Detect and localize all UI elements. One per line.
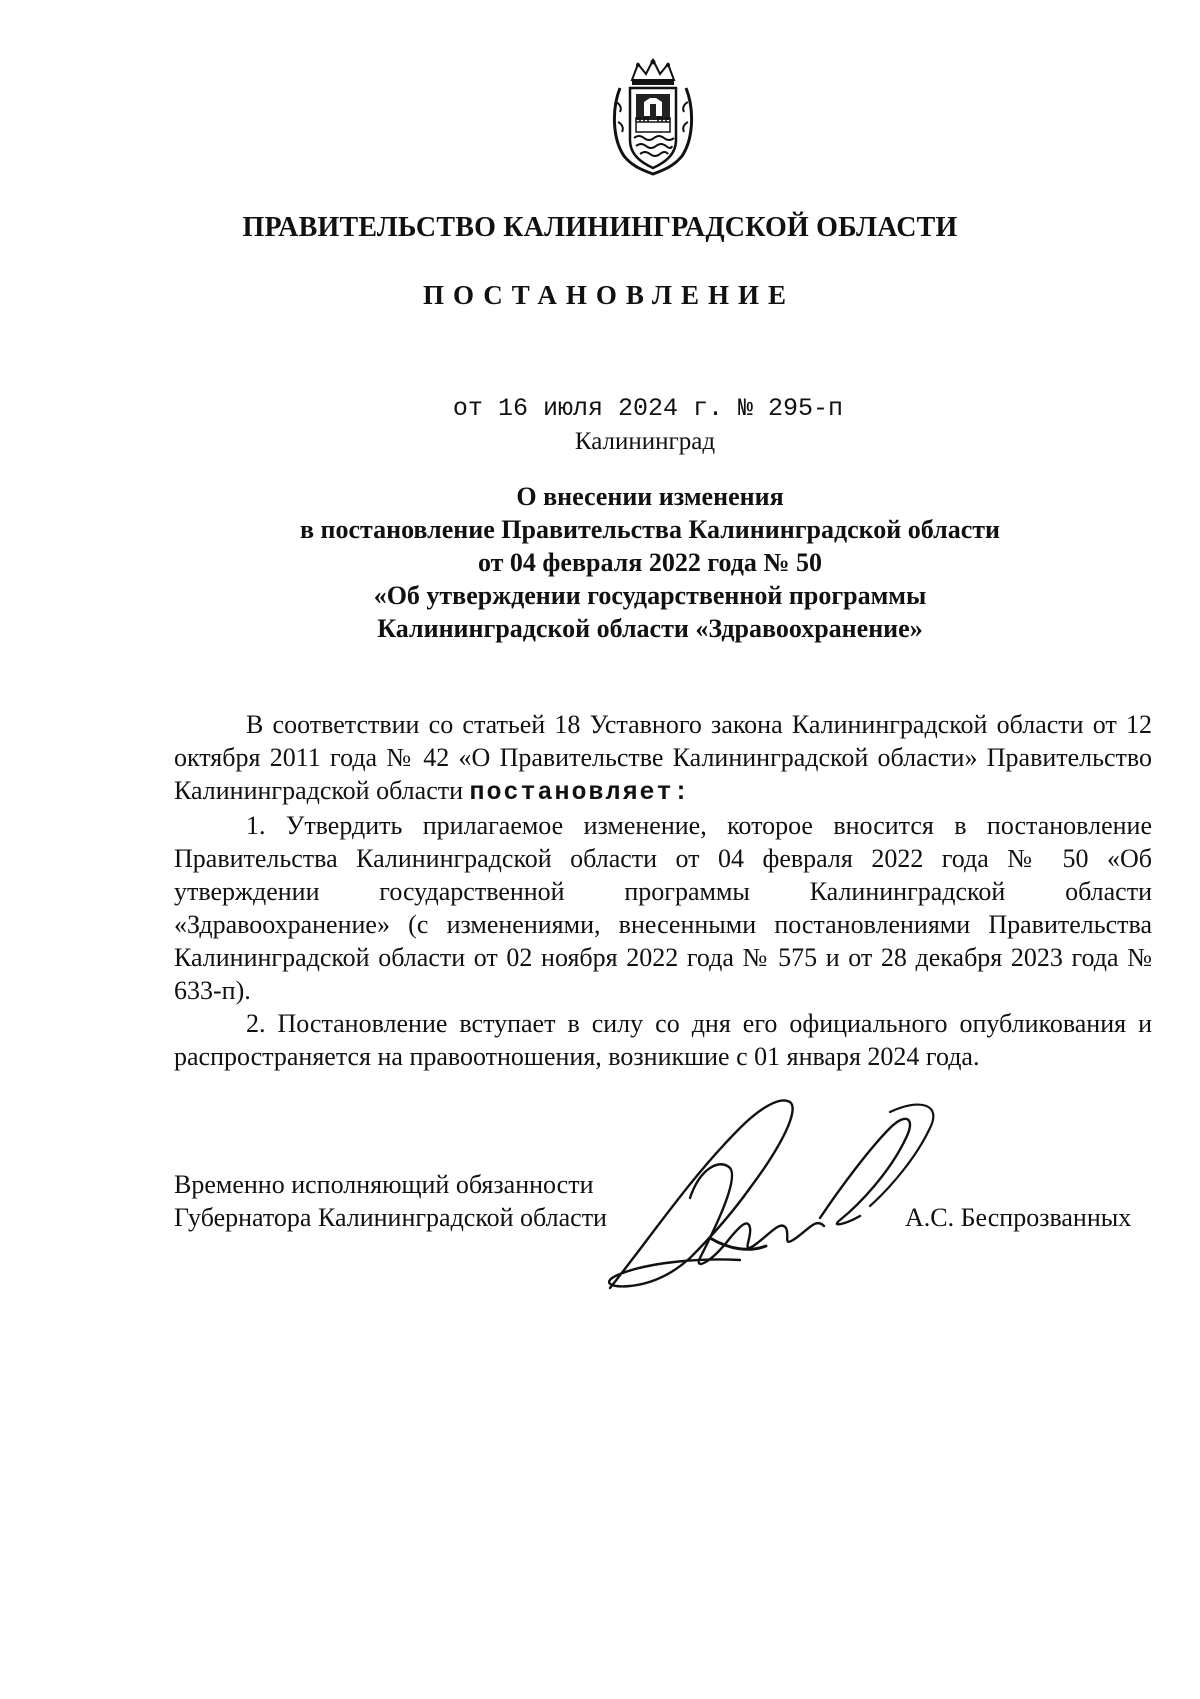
document-subject [150,480,1150,645]
intro-text: В соответствии со статьей 18 Уставного закона Калининградской области от 12 октября 2011 года № 42 «О Правительстве Калининградской области» Правительство Калининградской области [174,710,1152,805]
signer-position-line: Губернатора Калининградской области [174,1203,607,1232]
subject-line: от 04 февраля 2022 года № 50 [477,548,823,577]
document-type-title: ПОСТАНОВЛЕНИЕ [422,280,796,310]
date-prefix: от [452,394,483,423]
document-body [174,708,1152,1073]
coat-of-arms-icon [610,58,696,176]
handwritten-signature-icon [590,1088,960,1308]
document-number: № 295-п [738,394,844,423]
signer-name: А.С. Беспрозванных [905,1203,1132,1232]
decree-word: постановляет: [469,778,691,807]
signer-position-line: Временно исполняющий обязанности [174,1170,594,1199]
government-title: ПРАВИТЕЛЬСТВО КАЛИНИНГРАДСКОЙ ОБЛАСТИ [242,212,958,243]
item-1-paragraph: 1. Утвердить прилагаемое изменение, которое вносится в постановление Правительства Калининградской области от 04 февраля 2022 года № 50 «Об утверждении государственной программы Калининградской области «Здравоохранение» (с изменениями, внесенными постановлениями Правительства Калининградской области от 02 ноября 2022 года № 575 и от 28 декабря 2023 года № 633-п). [174,811,1152,1005]
date-year: 2024 г. [618,394,724,423]
city-name: Калининград [574,428,716,455]
subject-line: О внесении изменения [516,482,784,511]
document-date-number [0,394,1200,423]
date-month: июля [542,394,603,423]
subject-line: «Об утверждении государственной программы [373,581,927,610]
subject-line: Калининградской области «Здравоохранение» [377,614,923,643]
signer-position [174,1168,607,1234]
date-day: 16 [497,394,528,423]
intro-paragraph [174,708,1152,809]
item-2-paragraph: 2. Постановление вступает в силу со дня его официального опубликования и распространяется на правоотношения, возникшие с 01 января 2024 года. [174,1009,1152,1071]
subject-line: в постановление Правительства Калининградской области [299,515,1001,544]
